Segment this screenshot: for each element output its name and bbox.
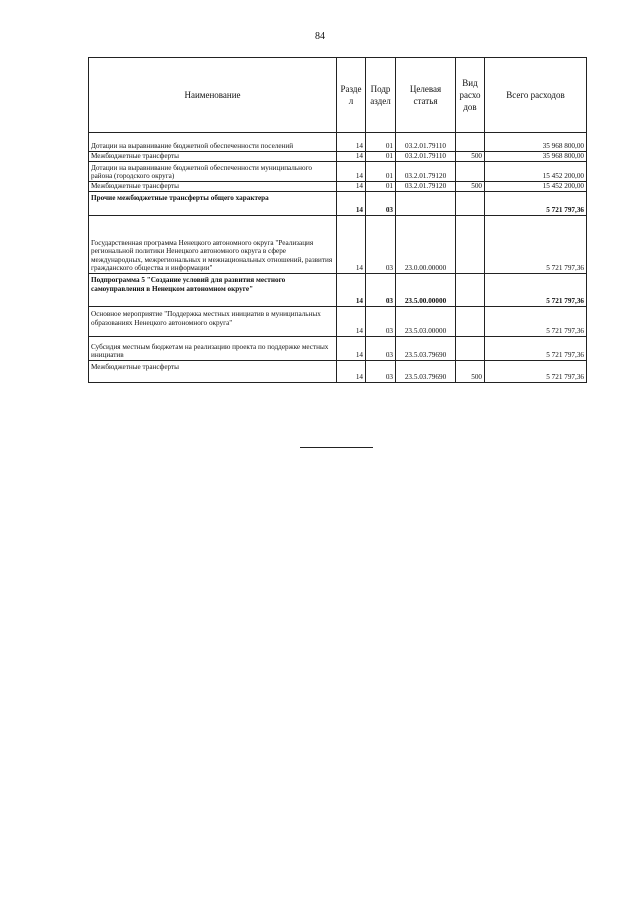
row-name: Межбюджетные трансферты <box>89 152 337 162</box>
row-name: Субсидия местным бюджетам на реализацию проекта по поддержке местных инициатив <box>89 337 337 361</box>
row-target: 03.2.01.79110 <box>396 152 456 162</box>
row-subsection: 03 <box>366 337 396 361</box>
row-total: 15 452 200,00 <box>485 162 587 182</box>
row-section: 14 <box>337 361 366 383</box>
row-expense-type <box>456 274 485 307</box>
row-expense-type <box>456 337 485 361</box>
row-target: 23.5.03.00000 <box>396 307 456 337</box>
row-subsection: 03 <box>366 216 396 274</box>
row-name: Государственная программа Ненецкого автономного округа "Реализация региональной политики Ненецкого автономного округа в сфере международных, межрегиональных и межнациональных отношений, развития гражданского общества и информации" <box>89 216 337 274</box>
row-subsection: 03 <box>366 307 396 337</box>
row-section: 14 <box>337 337 366 361</box>
row-section: 14 <box>337 152 366 162</box>
row-name: Подпрограмма 5 "Создание условий для развития местного самоуправления в Ненецком автономном округе" <box>89 274 337 307</box>
row-total: 5 721 797,36 <box>485 192 587 216</box>
row-expense-type: 500 <box>456 182 485 192</box>
row-name: Прочие межбюджетные трансферты общего характера <box>89 192 337 216</box>
row-expense-type: 500 <box>456 361 485 383</box>
row-expense-type <box>456 307 485 337</box>
table-row <box>89 133 587 152</box>
budget-table <box>88 57 587 383</box>
page-number: 84 <box>315 31 325 42</box>
row-target: 23.0.00.00000 <box>396 216 456 274</box>
row-subsection: 01 <box>366 182 396 192</box>
table-row <box>89 216 587 274</box>
row-expense-type <box>456 162 485 182</box>
row-section: 14 <box>337 182 366 192</box>
row-target: 03.2.01.79110 <box>396 133 456 152</box>
table-header-row <box>89 58 587 133</box>
row-expense-type <box>456 192 485 216</box>
row-name: Межбюджетные трансферты <box>89 361 337 383</box>
table-row <box>89 162 587 182</box>
table-row <box>89 274 587 307</box>
row-target <box>396 192 456 216</box>
row-subsection: 01 <box>366 162 396 182</box>
header-name: Наименование <box>89 58 337 133</box>
closing-divider <box>300 447 373 448</box>
table-row <box>89 152 587 162</box>
header-target: Целевая статья <box>396 58 456 133</box>
table-row <box>89 361 587 383</box>
header-expense-type: Вид расхо дов <box>456 58 485 133</box>
row-total: 5 721 797,36 <box>485 307 587 337</box>
row-expense-type <box>456 133 485 152</box>
row-expense-type: 500 <box>456 152 485 162</box>
row-name: Основное мероприятие "Поддержка местных инициатив в муниципальных образованиях Ненецкого автономного округа" <box>89 307 337 337</box>
row-expense-type <box>456 216 485 274</box>
row-total: 15 452 200,00 <box>485 182 587 192</box>
row-subsection: 03 <box>366 361 396 383</box>
table-row <box>89 337 587 361</box>
row-total: 5 721 797,36 <box>485 361 587 383</box>
table-row <box>89 307 587 337</box>
row-total: 35 968 800,00 <box>485 152 587 162</box>
row-total: 5 721 797,36 <box>485 337 587 361</box>
header-subsection: Подр аздел <box>366 58 396 133</box>
row-section: 14 <box>337 162 366 182</box>
table-row <box>89 192 587 216</box>
row-subsection: 03 <box>366 274 396 307</box>
row-target: 23.5.03.79690 <box>396 337 456 361</box>
row-target: 23.5.03.79690 <box>396 361 456 383</box>
table-row <box>89 182 587 192</box>
row-subsection: 01 <box>366 133 396 152</box>
row-total: 35 968 800,00 <box>485 133 587 152</box>
row-total: 5 721 797,36 <box>485 274 587 307</box>
row-name: Дотации на выравнивание бюджетной обеспеченности муниципального района (городского округа) <box>89 162 337 182</box>
row-name: Межбюджетные трансферты <box>89 182 337 192</box>
row-total: 5 721 797,36 <box>485 216 587 274</box>
row-name: Дотации на выравнивание бюджетной обеспеченности поселений <box>89 133 337 152</box>
row-section: 14 <box>337 307 366 337</box>
row-subsection: 01 <box>366 152 396 162</box>
row-target: 03.2.01.79120 <box>396 162 456 182</box>
header-total: Всего расходов <box>485 58 587 133</box>
row-subsection: 03 <box>366 192 396 216</box>
row-target: 23.5.00.00000 <box>396 274 456 307</box>
header-section: Разде л <box>337 58 366 133</box>
row-target: 03.2.01.79120 <box>396 182 456 192</box>
row-section: 14 <box>337 133 366 152</box>
row-section: 14 <box>337 192 366 216</box>
row-section: 14 <box>337 274 366 307</box>
row-section: 14 <box>337 216 366 274</box>
